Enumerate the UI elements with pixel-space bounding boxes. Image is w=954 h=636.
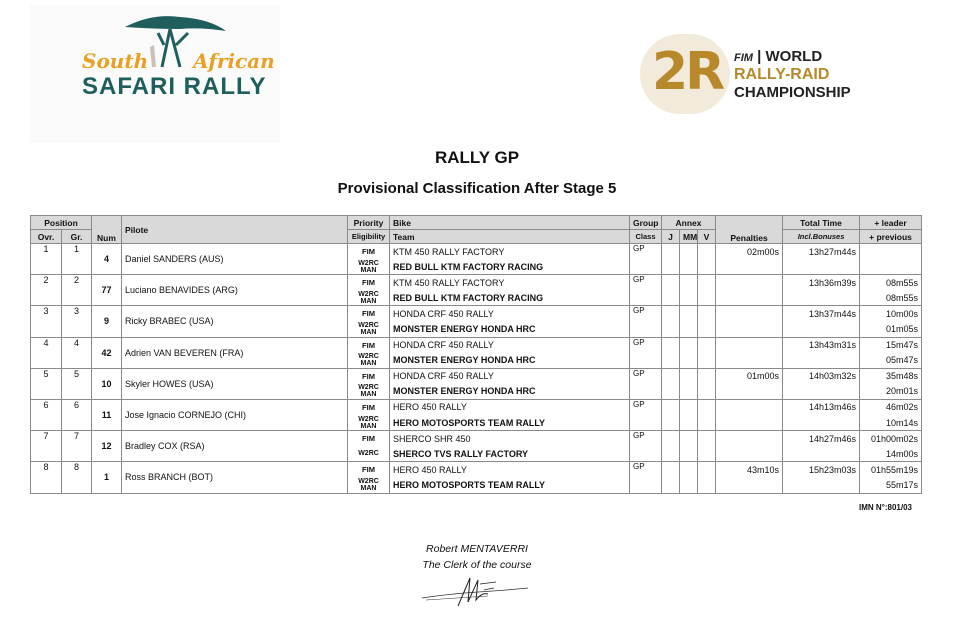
- table-row: [31, 244, 922, 260]
- header-annex-v: V: [698, 230, 716, 244]
- cell-annex-v: [698, 431, 716, 462]
- w2rc-line1: FIM | WORLD: [734, 48, 823, 65]
- cell-annex-j: [662, 368, 680, 399]
- cell-pilote: Ross BRANCH (BOT): [122, 462, 348, 493]
- cell-empty: [716, 321, 783, 337]
- header-gr: Gr.: [62, 230, 92, 244]
- cell-penalties: [716, 275, 783, 291]
- header-annex: Annex: [662, 216, 716, 230]
- header-priority: Priority: [348, 216, 390, 230]
- header-incl-bonuses: Incl.Bonuses: [783, 230, 860, 244]
- cell-annex-v: [698, 462, 716, 493]
- cell-total: 15h23m03s: [783, 462, 860, 478]
- header-penalties: Penalties: [716, 216, 783, 244]
- cell-team: RED BULL KTM FACTORY RACING: [390, 290, 630, 306]
- cell-ovr: 8: [31, 462, 62, 493]
- cell-penalties: 02m00s: [716, 244, 783, 260]
- cell-penalties: [716, 306, 783, 322]
- header-class: Class: [630, 230, 662, 244]
- cell-team: HERO MOTOSPORTS TEAM RALLY: [390, 477, 630, 493]
- cell-previous: 14m00s: [860, 446, 922, 462]
- cell-eligibility: W2RC MAN: [348, 259, 390, 275]
- cell-annex-mm: [680, 306, 698, 337]
- cell-total: 13h43m31s: [783, 337, 860, 353]
- cell-group: GP: [630, 462, 662, 493]
- cell-group: GP: [630, 244, 662, 275]
- cell-penalties: [716, 399, 783, 415]
- cell-annex-j: [662, 337, 680, 368]
- cell-previous: 01m05s: [860, 321, 922, 337]
- cell-empty: [783, 353, 860, 369]
- header-previous: + previous: [860, 230, 922, 244]
- cell-eligibility: W2RC MAN: [348, 290, 390, 306]
- cell-pilote: Adrien VAN BEVEREN (FRA): [122, 337, 348, 368]
- header-position: Position: [31, 216, 92, 230]
- cell-eligibility: W2RC MAN: [348, 384, 390, 400]
- cell-empty: [716, 290, 783, 306]
- page-title: RALLY GP: [434, 148, 520, 167]
- cell-previous: 20m01s: [860, 384, 922, 400]
- cell-annex-v: [698, 399, 716, 430]
- table-row: [31, 399, 922, 415]
- cell-gr: 6: [62, 399, 92, 430]
- header-team: Team: [390, 230, 630, 244]
- cell-eligibility: W2RC MAN: [348, 353, 390, 369]
- cell-total: 13h36m39s: [783, 275, 860, 291]
- logo-safari-rally: SAFARI RALLY: [82, 73, 267, 100]
- cell-num: 9: [92, 306, 122, 337]
- cell-empty: [783, 477, 860, 493]
- cell-annex-j: [662, 244, 680, 275]
- cell-annex-mm: [680, 462, 698, 493]
- cell-annex-mm: [680, 368, 698, 399]
- table-row: [31, 275, 922, 291]
- cell-leader: 10m00s: [860, 306, 922, 322]
- cell-empty: [783, 259, 860, 275]
- header-num: Num: [92, 216, 122, 244]
- cell-bike: HERO 450 RALLY: [390, 399, 630, 415]
- cell-annex-v: [698, 244, 716, 275]
- cell-eligibility: W2RC MAN: [348, 321, 390, 337]
- cell-total: 14h03m32s: [783, 368, 860, 384]
- cell-num: 1: [92, 462, 122, 493]
- cell-bike: HONDA CRF 450 RALLY: [390, 337, 630, 353]
- cell-bike: KTM 450 RALLY FACTORY: [390, 275, 630, 291]
- cell-priority: FIM: [348, 462, 390, 478]
- handwritten-signature-icon: [418, 572, 533, 612]
- cell-pilote: Ricky BRABEC (USA): [122, 306, 348, 337]
- cell-team: SHERCO TVS RALLY FACTORY: [390, 446, 630, 462]
- cell-pilote: Luciano BENAVIDES (ARG): [122, 275, 348, 306]
- table-row: [31, 337, 922, 353]
- cell-leader: 35m48s: [860, 368, 922, 384]
- cell-eligibility: W2RC MAN: [348, 415, 390, 431]
- cell-num: 11: [92, 399, 122, 430]
- cell-annex-j: [662, 431, 680, 462]
- w2rc-line2: RALLY-RAID: [734, 66, 830, 83]
- cell-bike: KTM 450 RALLY FACTORY: [390, 244, 630, 260]
- cell-penalties: 43m10s: [716, 462, 783, 478]
- cell-empty: [716, 384, 783, 400]
- cell-eligibility: W2RC: [348, 446, 390, 462]
- cell-empty: [783, 384, 860, 400]
- cell-num: 42: [92, 337, 122, 368]
- cell-annex-mm: [680, 244, 698, 275]
- cell-priority: FIM: [348, 244, 390, 260]
- cell-previous: 55m17s: [860, 477, 922, 493]
- cell-annex-mm: [680, 337, 698, 368]
- cell-priority: FIM: [348, 431, 390, 447]
- cell-total: 13h37m44s: [783, 306, 860, 322]
- cell-priority: FIM: [348, 368, 390, 384]
- cell-gr: 3: [62, 306, 92, 337]
- cell-leader: 08m55s: [860, 275, 922, 291]
- table-row: [31, 368, 922, 384]
- header-annex-mm: MM: [680, 230, 698, 244]
- signatory-role: The Clerk of the course: [422, 559, 532, 571]
- 2r-badge: 2R: [652, 42, 723, 102]
- cell-team: MONSTER ENERGY HONDA HRC: [390, 353, 630, 369]
- table-row: [31, 462, 922, 478]
- cell-empty: [716, 259, 783, 275]
- cell-team: MONSTER ENERGY HONDA HRC: [390, 321, 630, 337]
- cell-priority: FIM: [348, 306, 390, 322]
- cell-num: 4: [92, 244, 122, 275]
- cell-previous: 08m55s: [860, 290, 922, 306]
- cell-empty: [783, 446, 860, 462]
- header-eligibility: Eligibility: [348, 230, 390, 244]
- cell-num: 12: [92, 431, 122, 462]
- page-subtitle: Provisional Classification After Stage 5: [337, 180, 617, 197]
- header-group: Group: [630, 216, 662, 230]
- w2rc-logo: [640, 30, 880, 118]
- cell-annex-mm: [680, 431, 698, 462]
- cell-team: MONSTER ENERGY HONDA HRC: [390, 384, 630, 400]
- cell-bike: HERO 450 RALLY: [390, 462, 630, 478]
- cell-leader: [860, 244, 922, 260]
- classification-table: [30, 215, 922, 494]
- cell-previous: 05m47s: [860, 353, 922, 369]
- cell-ovr: 5: [31, 368, 62, 399]
- imn-reference: IMN N°:801/03: [859, 503, 912, 512]
- cell-priority: FIM: [348, 337, 390, 353]
- cell-ovr: 6: [31, 399, 62, 430]
- cell-total: 14h13m46s: [783, 399, 860, 415]
- cell-empty: [716, 477, 783, 493]
- cell-ovr: 3: [31, 306, 62, 337]
- w2rc-line3: CHAMPIONSHIP: [734, 84, 851, 101]
- cell-gr: 5: [62, 368, 92, 399]
- cell-group: GP: [630, 275, 662, 306]
- cell-priority: FIM: [348, 275, 390, 291]
- header-bike: Bike: [390, 216, 630, 230]
- cell-group: GP: [630, 368, 662, 399]
- cell-pilote: Bradley COX (RSA): [122, 431, 348, 462]
- cell-empty: [783, 415, 860, 431]
- cell-priority: FIM: [348, 399, 390, 415]
- cell-pilote: Jose Ignacio CORNEJO (CHI): [122, 399, 348, 430]
- cell-gr: 2: [62, 275, 92, 306]
- logo-south-african: South African: [82, 49, 275, 73]
- cell-group: GP: [630, 399, 662, 430]
- cell-empty: [783, 321, 860, 337]
- cell-bike: HONDA CRF 450 RALLY: [390, 306, 630, 322]
- cell-gr: 7: [62, 431, 92, 462]
- cell-num: 77: [92, 275, 122, 306]
- header-total-time: Total Time: [783, 216, 860, 230]
- header-annex-j: J: [662, 230, 680, 244]
- cell-annex-mm: [680, 399, 698, 430]
- cell-annex-j: [662, 399, 680, 430]
- header-ovr: Ovr.: [31, 230, 62, 244]
- cell-ovr: 4: [31, 337, 62, 368]
- cell-ovr: 2: [31, 275, 62, 306]
- cell-leader: 15m47s: [860, 337, 922, 353]
- cell-annex-mm: [680, 275, 698, 306]
- table-row: [31, 306, 922, 322]
- cell-leader: 01h55m19s: [860, 462, 922, 478]
- cell-empty: [716, 353, 783, 369]
- cell-empty: [716, 415, 783, 431]
- cell-annex-v: [698, 306, 716, 337]
- cell-empty: [716, 446, 783, 462]
- cell-group: GP: [630, 306, 662, 337]
- table-row: [31, 431, 922, 447]
- cell-previous: [860, 259, 922, 275]
- cell-bike: SHERCO SHR 450: [390, 431, 630, 447]
- cell-penalties: [716, 431, 783, 447]
- cell-annex-j: [662, 462, 680, 493]
- cell-annex-v: [698, 337, 716, 368]
- cell-team: HERO MOTOSPORTS TEAM RALLY: [390, 415, 630, 431]
- cell-pilote: Daniel SANDERS (AUS): [122, 244, 348, 275]
- cell-annex-j: [662, 275, 680, 306]
- cell-num: 10: [92, 368, 122, 399]
- cell-leader: 46m02s: [860, 399, 922, 415]
- cell-annex-v: [698, 275, 716, 306]
- signatory-name: Robert MENTAVERRI: [426, 543, 528, 555]
- cell-penalties: [716, 337, 783, 353]
- cell-penalties: 01m00s: [716, 368, 783, 384]
- cell-previous: 10m14s: [860, 415, 922, 431]
- cell-ovr: 1: [31, 244, 62, 275]
- cell-leader: 01h00m02s: [860, 431, 922, 447]
- safari-rally-logo: [30, 5, 280, 143]
- cell-total: 14h27m46s: [783, 431, 860, 447]
- header-pilote: Pilote: [122, 216, 348, 244]
- cell-total: 13h27m44s: [783, 244, 860, 260]
- cell-ovr: 7: [31, 431, 62, 462]
- header-leader: + leader: [860, 216, 922, 230]
- cell-gr: 8: [62, 462, 92, 493]
- cell-group: GP: [630, 431, 662, 462]
- cell-bike: HONDA CRF 450 RALLY: [390, 368, 630, 384]
- cell-gr: 1: [62, 244, 92, 275]
- cell-group: GP: [630, 337, 662, 368]
- cell-eligibility: W2RC MAN: [348, 477, 390, 493]
- cell-annex-j: [662, 306, 680, 337]
- cell-gr: 4: [62, 337, 92, 368]
- cell-empty: [783, 290, 860, 306]
- cell-annex-v: [698, 368, 716, 399]
- cell-team: RED BULL KTM FACTORY RACING: [390, 259, 630, 275]
- cell-pilote: Skyler HOWES (USA): [122, 368, 348, 399]
